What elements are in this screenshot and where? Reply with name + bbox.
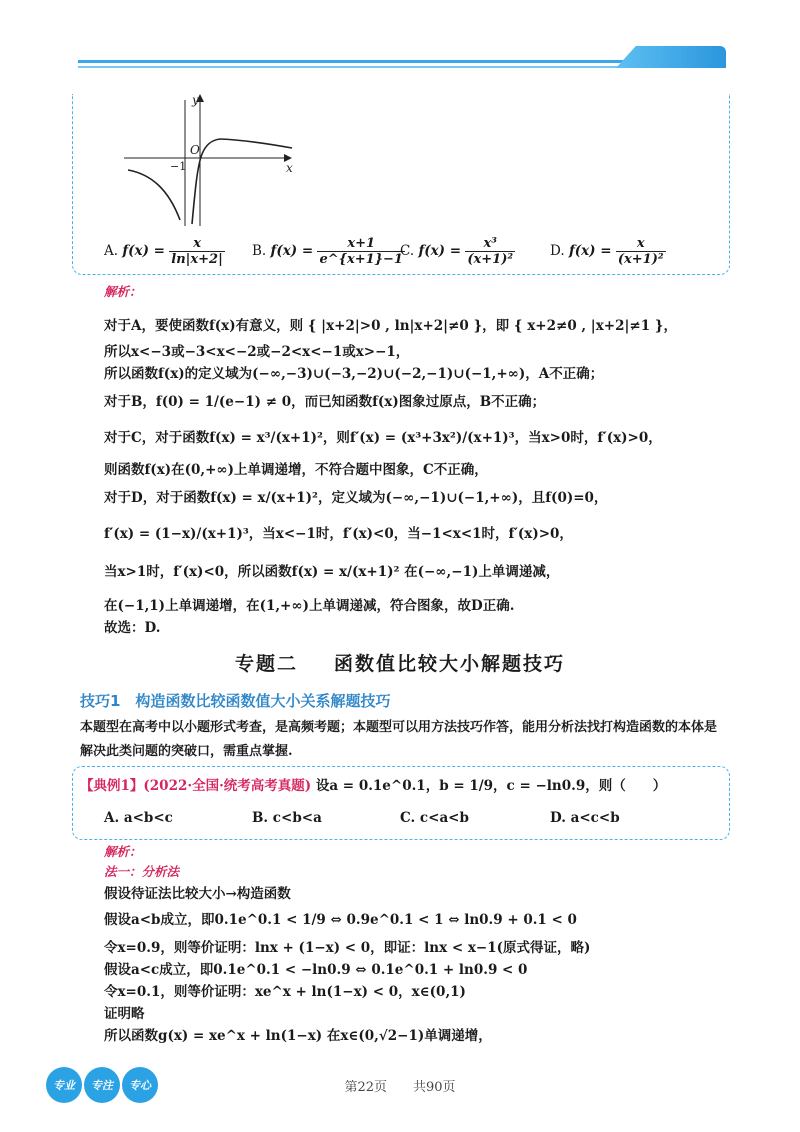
- example-option-d: D. a<c<b: [550, 810, 620, 826]
- analysis-1-line-10: 在(−1,1)上单调递增，在(1,+∞)上单调递减，符合图象，故D正确.: [104, 598, 515, 614]
- footer-logo-1: 专业: [46, 1067, 82, 1103]
- option-a: [104, 236, 225, 267]
- graph-origin-label: O: [190, 143, 200, 157]
- example-tag: 【典例1】: [80, 778, 144, 794]
- graph-y-label: y: [192, 93, 199, 107]
- section-intro: 本题型在高考中以小题形式考查，是高频考题；本题型可以用方法技巧作答，能用分析法找打构造函数的本体是解决此类问题的突破口，需重点掌握.: [80, 720, 718, 759]
- analysis-1-line-11: 故选：D.: [104, 620, 161, 636]
- example-option-a: A. a<b<c: [104, 810, 173, 826]
- analysis-2-heading: 解析：: [104, 844, 142, 859]
- analysis-1-line-7: 对于D，对于函数f(x) = x/(x+1)²，定义域为(−∞,−1)∪(−1,+∞)，且f(0)=0，: [104, 490, 608, 506]
- analysis-2-method: 法一：分析法: [104, 864, 180, 879]
- option-d: [550, 236, 666, 267]
- header-rule-1: [78, 60, 638, 63]
- option-b-num: x+1: [317, 236, 405, 252]
- graph-x-label: x: [286, 161, 293, 175]
- analysis-2-line-5: 令x=0.1，则等价证明：xe^x + ln(1−x) < 0，x∈(0,1): [104, 984, 466, 1000]
- technique-heading: 技巧1 构造函数比较函数值大小关系解题技巧: [80, 692, 391, 710]
- section-title-b: 函数值比较大小解题技巧: [334, 653, 566, 675]
- analysis-1-line-5: 对于C，对于函数f(x) = x³/(x+1)²，则f′(x) = (x³+3x²)/(x+1)³，当x>0时，f′(x)>0，: [104, 430, 662, 446]
- analysis-2-line-1: 假设待证法比较大小→构造函数: [104, 886, 291, 902]
- option-b: [252, 236, 405, 267]
- analysis-1-line-6: 则函数f(x)在(0,+∞)上单调递增，不符合题中图象，C不正确，: [104, 462, 488, 478]
- option-c-den: (x+1)²: [467, 252, 514, 267]
- page-number: 第22页 共90页: [344, 1080, 456, 1095]
- analysis-1-line-3: 所以函数f(x)的定义域为(−∞,−3)∪(−3,−2)∪(−2,−1)∪(−1,+∞)，A不正确；: [104, 366, 604, 382]
- option-b-den: e^{x+1}−1: [319, 252, 403, 267]
- option-d-fraction: [616, 236, 666, 267]
- analysis-1-line-4: 对于B，f(0) = 1/(e−1) ≠ 0，而已知函数f(x)图象过原点，B不正确；: [104, 394, 546, 410]
- example-option-c: C. c<a<b: [400, 810, 469, 826]
- option-d-label: D.: [550, 243, 565, 259]
- q1-options: [104, 236, 704, 276]
- header-rule-2: [78, 66, 638, 68]
- analysis-2-line-6: 证明略: [104, 1006, 145, 1022]
- function-graph: [120, 92, 300, 230]
- analysis-1-line-2: 所以x<−3或−3<x<−2或−2<x<−1或x>−1，: [104, 344, 410, 360]
- section-title: [0, 649, 800, 676]
- section-title-a: 专题二: [234, 653, 298, 675]
- analysis-2-line-3: 令x=0.9，则等价证明：lnx + (1−x) < 0，即证：lnx < x−1(原式得证，略): [104, 940, 591, 956]
- analysis-2-line-4: 假设a<c成立，即0.1e^0.1 < −ln0.9 ⇔ 0.1e^0.1 + ln0.9 < 0: [104, 962, 528, 978]
- option-b-fraction: [317, 236, 405, 267]
- option-b-lhs: f(x) =: [270, 243, 314, 259]
- graph-tick-label: −1: [170, 160, 187, 173]
- option-a-fraction: [169, 236, 225, 267]
- option-c-label: C.: [400, 243, 415, 259]
- example-stem-text: 设a = 0.1e^0.1，b = 1/9，c = −ln0.9，则（ ）: [315, 778, 667, 794]
- example-stem: [80, 776, 666, 796]
- option-c-num: x³: [465, 236, 515, 252]
- analysis-1-line-1: 对于A，要使函数f(x)有意义，则 { |x+2|>0 , ln|x+2|≠0 }，即 { x+2≠0 , |x+2|≠1 }，: [104, 318, 677, 334]
- example-options: [104, 810, 704, 830]
- footer-logo-2: 专注: [84, 1067, 120, 1103]
- option-a-den: ln|x+2|: [171, 252, 223, 267]
- analysis-2-line-2: 假设a<b成立，即0.1e^0.1 < 1/9 ⇔ 0.9e^0.1 < 1 ⇔ ln0.9 + 0.1 < 0: [104, 912, 577, 928]
- option-d-lhs: f(x) =: [568, 243, 612, 259]
- analysis-1-line-9: 当x>1时，f′(x)<0，所以函数f(x) = x/(x+1)² 在(−∞,−1)上单调递减，: [104, 564, 560, 580]
- option-c-fraction: [465, 236, 515, 267]
- option-d-den: (x+1)²: [617, 252, 664, 267]
- analysis-2-line-7: 所以函数g(x) = xe^x + ln(1−x) 在x∈(0,√2−1)单调递增，: [104, 1028, 492, 1044]
- example-source: (2022·全国·统考高考真题): [143, 778, 312, 794]
- example-option-b: B. c<b<a: [252, 810, 322, 826]
- option-a-num: x: [169, 236, 225, 252]
- footer-logo-3: 专心: [122, 1067, 158, 1103]
- option-a-label: A.: [104, 243, 119, 259]
- option-c-lhs: f(x) =: [418, 243, 462, 259]
- option-c: [400, 236, 515, 267]
- option-b-label: B.: [252, 243, 267, 259]
- header-tab: [616, 46, 726, 68]
- option-a-lhs: f(x) =: [122, 243, 165, 259]
- option-d-num: x: [616, 236, 666, 252]
- analysis-1-line-8: f′(x) = (1−x)/(x+1)³，当x<−1时，f′(x)<0，当−1<x<1时，f′(x)>0，: [104, 526, 573, 542]
- analysis-1-heading: 解析：: [104, 284, 142, 299]
